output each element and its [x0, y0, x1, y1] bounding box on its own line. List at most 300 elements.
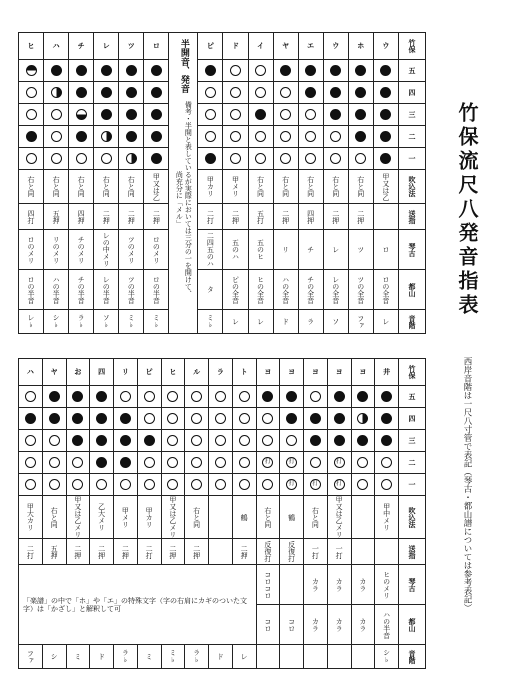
- bottom-head: ト: [232, 359, 256, 386]
- top-left-okuri: 二押: [144, 204, 169, 230]
- top-left-hole: [19, 82, 44, 104]
- top-right-hole: [198, 60, 223, 82]
- bottom-hole: [351, 474, 375, 496]
- bottom-row-label: 一: [399, 474, 426, 496]
- top-left-head: チ: [69, 33, 94, 60]
- bottom-fuki: 鶴: [280, 496, 304, 539]
- top-right-hole: [198, 126, 223, 148]
- bottom-hole: [232, 474, 256, 496]
- finger-hole-icon: [215, 479, 226, 490]
- top-left-hole: [19, 104, 44, 126]
- bottom-hole: [327, 452, 351, 474]
- finger-hole-icon: [230, 65, 241, 76]
- top-left-okuri: 四押: [69, 204, 94, 230]
- finger-hole-icon: [230, 109, 241, 120]
- bottom-head: 四: [90, 359, 114, 386]
- bottom-head: リ: [114, 359, 138, 386]
- top-right-kinko: リ: [273, 230, 298, 270]
- top-right-fuki: 甲カリ: [198, 170, 223, 204]
- bottom-head: ル: [185, 359, 209, 386]
- bottom-kinko: コロコロ: [256, 565, 280, 605]
- footnote: 「楽譜」の中で「ホ」や「エ」の特殊文字（字の右肩にカギのついた文字）は「かざし」と解釈して可: [19, 565, 257, 645]
- finger-hole-icon: [215, 457, 226, 468]
- finger-hole-icon: [239, 435, 250, 446]
- top-left-hole: [69, 148, 94, 170]
- top-row-label: 四: [399, 82, 426, 104]
- bottom-hole: [185, 386, 209, 408]
- finger-hole-icon: [205, 153, 216, 164]
- top-right-tozan: チの全音: [298, 270, 323, 310]
- top-row-label: 吹込法: [399, 170, 426, 204]
- top-left-hole: [69, 104, 94, 126]
- bottom-head: ヨ: [327, 359, 351, 386]
- bottom-fuki: 甲又は乙メリ: [66, 496, 90, 539]
- top-left-hole: [144, 126, 169, 148]
- top-right-kinko: 五のハ: [223, 230, 248, 270]
- top-left-fuki: 右と同: [19, 170, 44, 204]
- finger-hole-icon: [310, 435, 321, 446]
- finger-hole-icon: [51, 131, 62, 142]
- bottom-okuri: 一打: [304, 539, 328, 565]
- top-left-fuki: 右と同: [44, 170, 69, 204]
- top-left-hole: [144, 148, 169, 170]
- finger-hole-icon: [355, 153, 366, 164]
- finger-hole-icon: [286, 391, 297, 402]
- bottom-hole: [256, 430, 280, 452]
- top-left-kinko: ロのメリ: [19, 230, 44, 270]
- top-right-fuki: 右と同: [273, 170, 298, 204]
- top-left-hole: [94, 60, 119, 82]
- bottom-head: お: [66, 359, 90, 386]
- finger-hole-icon: [126, 87, 137, 98]
- finger-hole-icon: [26, 131, 37, 142]
- bottom-okuri: 反復打: [256, 539, 280, 565]
- bottom-hole: [280, 430, 304, 452]
- top-left-fuki: 甲又は乙: [144, 170, 169, 204]
- finger-hole-icon: [239, 391, 250, 402]
- bottom-scale: ミ: [137, 645, 161, 669]
- finger-hole-icon: [334, 413, 345, 424]
- bottom-hole: [137, 408, 161, 430]
- bottom-hole: [19, 474, 43, 496]
- finger-hole-icon: [101, 131, 112, 142]
- top-right-tozan: ヒの全音: [248, 270, 273, 310]
- finger-hole-icon: [357, 435, 368, 446]
- finger-hole-icon: [25, 391, 36, 402]
- bottom-hole: [304, 430, 328, 452]
- bottom-row-label: 琴古: [399, 565, 426, 605]
- bottom-fuki: 甲カリ: [137, 496, 161, 539]
- finger-hole-icon: [25, 479, 36, 490]
- bottom-row-label: 四: [399, 408, 426, 430]
- finger-hole-icon: [215, 435, 226, 446]
- finger-hole-icon: [205, 131, 216, 142]
- top-left-hole: [44, 126, 69, 148]
- page-note: 西岸音階は一尺八寸管で表記（琴古・都山譜については参考表記）: [462, 357, 472, 612]
- bottom-hole: [137, 386, 161, 408]
- top-left-hole: [69, 60, 94, 82]
- bottom-hole: [19, 430, 43, 452]
- finger-hole-icon: [381, 391, 392, 402]
- top-right-hole: [323, 148, 348, 170]
- bottom-scale: [256, 645, 280, 669]
- finger-hole-icon: [357, 413, 368, 424]
- bottom-head: 井: [375, 359, 399, 386]
- bottom-hole: [232, 452, 256, 474]
- bottom-hole: [161, 408, 185, 430]
- bottom-head: ヒ: [161, 359, 185, 386]
- finger-hole-icon: [120, 413, 131, 424]
- finger-hole-icon: [330, 87, 341, 98]
- top-right-head: ウ: [373, 33, 398, 60]
- top-left-hole: [119, 148, 144, 170]
- finger-hole-icon: [230, 153, 241, 164]
- finger-hole-icon: [381, 457, 392, 468]
- top-right-hole: [198, 104, 223, 126]
- top-right-okuri: 二押: [348, 204, 373, 230]
- bottom-hole: [114, 474, 138, 496]
- finger-hole-icon: [191, 391, 202, 402]
- finger-hole-icon: [76, 153, 87, 164]
- bottom-fuki: 鶴: [232, 496, 256, 539]
- finger-hole-icon: [191, 479, 202, 490]
- top-left-hole: [69, 82, 94, 104]
- top-row-label: 二: [399, 126, 426, 148]
- bottom-hole: [185, 408, 209, 430]
- finger-hole-icon: [380, 65, 391, 76]
- finger-hole-icon: [334, 391, 345, 402]
- finger-hole-icon: [380, 153, 391, 164]
- finger-hole-icon: [76, 109, 87, 120]
- finger-hole-icon: 打: [334, 457, 345, 468]
- top-right-hole: [373, 148, 398, 170]
- bottom-hole: [351, 452, 375, 474]
- finger-hole-icon: 打: [286, 457, 297, 468]
- bottom-hole: [66, 430, 90, 452]
- finger-hole-icon: [286, 413, 297, 424]
- finger-hole-icon: [255, 109, 266, 120]
- bottom-okuri: 二押: [232, 539, 256, 565]
- bottom-hole: [161, 430, 185, 452]
- finger-hole-icon: [355, 109, 366, 120]
- bottom-hole: [327, 386, 351, 408]
- top-right-hole: [373, 82, 398, 104]
- bottom-hole: [19, 408, 43, 430]
- finger-hole-icon: [215, 391, 226, 402]
- top-right-hole: [323, 82, 348, 104]
- bottom-tozan: カラ: [304, 605, 328, 645]
- bottom-hole: [256, 386, 280, 408]
- top-right-tozan: タ: [198, 270, 223, 310]
- finger-hole-icon: [381, 479, 392, 490]
- finger-hole-icon: [96, 457, 107, 468]
- finger-hole-icon: [280, 109, 291, 120]
- top-left-okuri: 四打: [19, 204, 44, 230]
- finger-hole-icon: [280, 87, 291, 98]
- bottom-tozan: コロ: [256, 605, 280, 645]
- top-right-okuri: 五打: [248, 204, 273, 230]
- top-right-hole: [348, 82, 373, 104]
- top-left-hole: [94, 126, 119, 148]
- bottom-okuri: 二打: [137, 539, 161, 565]
- finger-hole-icon: [51, 109, 62, 120]
- top-right-hole: [348, 126, 373, 148]
- finger-hole-icon: [151, 65, 162, 76]
- bottom-head: ヨ: [304, 359, 328, 386]
- finger-hole-icon: [144, 391, 155, 402]
- bottom-hole: [161, 386, 185, 408]
- top-right-scale: ラ: [298, 310, 323, 334]
- bottom-hole: [304, 408, 328, 430]
- bottom-okuri: 二打: [19, 539, 43, 565]
- top-right-okuri: [373, 204, 398, 230]
- bottom-scale: ド: [209, 645, 233, 669]
- bottom-tozan: コロ: [280, 605, 304, 645]
- top-left-head: ヒ: [19, 33, 44, 60]
- top-right-hole: [223, 104, 248, 126]
- bottom-scale: [280, 645, 304, 669]
- finger-hole-icon: [355, 65, 366, 76]
- finger-hole-icon: [310, 413, 321, 424]
- bottom-hole: [114, 386, 138, 408]
- top-left-tozan: ハの半音: [44, 270, 69, 310]
- finger-hole-icon: [72, 479, 83, 490]
- top-row-label: 琴古: [399, 230, 426, 270]
- top-right-hole: [373, 60, 398, 82]
- top-right-kinko: 二四五のハ: [198, 230, 223, 270]
- finger-hole-icon: [239, 457, 250, 468]
- top-right-head: ピ: [198, 33, 223, 60]
- top-right-tozan: ツの全音: [348, 270, 373, 310]
- bottom-okuri: [209, 539, 233, 565]
- bottom-hole: [66, 408, 90, 430]
- bottom-fuki: [209, 496, 233, 539]
- bottom-hole: [209, 474, 233, 496]
- bottom-hole: [66, 452, 90, 474]
- top-right-hole: [248, 104, 273, 126]
- finger-hole-icon: [51, 87, 62, 98]
- bottom-fuki: 右と同: [304, 496, 328, 539]
- bottom-hole: [19, 386, 43, 408]
- top-left-head: レ: [94, 33, 119, 60]
- finger-hole-icon: [255, 153, 266, 164]
- finger-hole-icon: [191, 457, 202, 468]
- top-right-fuki: 右と同: [298, 170, 323, 204]
- top-left-okuri: 二押: [94, 204, 119, 230]
- finger-hole-icon: [330, 131, 341, 142]
- top-right-kinko: レ: [323, 230, 348, 270]
- top-right-hole: [248, 148, 273, 170]
- top-left-hole: [44, 148, 69, 170]
- bottom-hole: [185, 474, 209, 496]
- bottom-head: ヤ: [42, 359, 66, 386]
- finger-hole-icon: [49, 435, 60, 446]
- finger-hole-icon: [230, 131, 241, 142]
- finger-hole-icon: [191, 435, 202, 446]
- bottom-hole: [232, 430, 256, 452]
- page-title: 竹保流尺八発音指表: [455, 102, 479, 318]
- finger-hole-icon: [101, 109, 112, 120]
- top-left-scale: レ♭: [19, 310, 44, 334]
- finger-hole-icon: [167, 457, 178, 468]
- top-left-kinko: リのメリ: [44, 230, 69, 270]
- bottom-scale: ミ: [66, 645, 90, 669]
- finger-hole-icon: [26, 109, 37, 120]
- bottom-tozan: カラ: [327, 605, 351, 645]
- bottom-scale: ド: [90, 645, 114, 669]
- finger-hole-icon: [255, 131, 266, 142]
- top-row-label: 一: [399, 148, 426, 170]
- bottom-hole: [42, 408, 66, 430]
- top-left-scale: シ♭: [44, 310, 69, 334]
- bottom-okuri: 二押: [114, 539, 138, 565]
- finger-hole-icon: [26, 65, 37, 76]
- top-right-fuki: 右と同: [323, 170, 348, 204]
- top-right-hole: [298, 60, 323, 82]
- finger-hole-icon: 打: [334, 479, 345, 490]
- top-right-okuri: 二押: [223, 204, 248, 230]
- bottom-scale: [327, 645, 351, 669]
- top-right-hole: [198, 148, 223, 170]
- finger-hole-icon: [76, 65, 87, 76]
- finger-hole-icon: [330, 153, 341, 164]
- finger-hole-icon: [101, 153, 112, 164]
- finger-hole-icon: [96, 391, 107, 402]
- middle-header: 半開音、発音: [178, 39, 189, 93]
- top-right-hole: [248, 60, 273, 82]
- finger-hole-icon: [126, 131, 137, 142]
- bottom-hole: [161, 474, 185, 496]
- finger-hole-icon: [262, 413, 273, 424]
- top-row-label: 音階: [399, 310, 426, 334]
- top-right-head: イ: [248, 33, 273, 60]
- finger-hole-icon: [126, 109, 137, 120]
- finger-hole-icon: [334, 435, 345, 446]
- bottom-hole: [42, 452, 66, 474]
- top-row-label: 送指: [399, 204, 426, 230]
- bottom-fuki: 右と同: [42, 496, 66, 539]
- finger-hole-icon: [120, 391, 131, 402]
- finger-hole-icon: [72, 391, 83, 402]
- bottom-fuki: 甲又は乙メリ: [161, 496, 185, 539]
- bottom-hole: [185, 452, 209, 474]
- top-row-label: 竹保: [399, 33, 426, 60]
- finger-hole-icon: 打: [286, 479, 297, 490]
- top-right-okuri: 二打: [198, 204, 223, 230]
- finger-hole-icon: [126, 153, 137, 164]
- finger-hole-icon: [167, 391, 178, 402]
- finger-hole-icon: [49, 391, 60, 402]
- finger-hole-icon: [25, 435, 36, 446]
- top-right-hole: [273, 148, 298, 170]
- top-right-kinko: ツ: [348, 230, 373, 270]
- top-right-scale: ソ: [323, 310, 348, 334]
- top-right-hole: [273, 126, 298, 148]
- top-right-fuki: 右と同: [248, 170, 273, 204]
- top-left-hole: [44, 60, 69, 82]
- bottom-hole: [19, 452, 43, 474]
- finger-hole-icon: [151, 109, 162, 120]
- top-left-head: ツ: [119, 33, 144, 60]
- finger-hole-icon: [330, 65, 341, 76]
- bottom-scale: シ: [42, 645, 66, 669]
- top-row-label: 三: [399, 104, 426, 126]
- bottom-hole: [114, 408, 138, 430]
- top-right-hole: [323, 60, 348, 82]
- bottom-kinko: ヒのメリ: [375, 565, 399, 605]
- finger-hole-icon: [239, 479, 250, 490]
- top-left-kinko: チのメリ: [69, 230, 94, 270]
- bottom-okuri: [375, 539, 399, 565]
- bottom-head: ヨ: [280, 359, 304, 386]
- top-right-hole: [248, 126, 273, 148]
- bottom-hole: [90, 452, 114, 474]
- top-right-kinko: ロ: [373, 230, 398, 270]
- finger-hole-icon: [96, 479, 107, 490]
- finger-hole-icon: [305, 87, 316, 98]
- finger-hole-icon: [49, 413, 60, 424]
- top-left-tozan: チの半音: [69, 270, 94, 310]
- top-right-hole: [298, 126, 323, 148]
- top-right-scale: レ: [373, 310, 398, 334]
- finger-hole-icon: [120, 479, 131, 490]
- finger-hole-icon: [101, 65, 112, 76]
- bottom-hole: [232, 408, 256, 430]
- finger-hole-icon: [305, 109, 316, 120]
- finger-hole-icon: [167, 413, 178, 424]
- bottom-hole: [327, 430, 351, 452]
- finger-hole-icon: 打: [310, 479, 321, 490]
- bottom-head: ヨ: [351, 359, 375, 386]
- bottom-head: ラ: [209, 359, 233, 386]
- finger-hole-icon: [144, 435, 155, 446]
- bottom-hole: [90, 386, 114, 408]
- finger-hole-icon: [144, 479, 155, 490]
- bottom-head: ハ: [19, 359, 43, 386]
- bottom-hole: [375, 430, 399, 452]
- top-left-kinko: ロのメリ: [144, 230, 169, 270]
- finger-hole-icon: [380, 131, 391, 142]
- top-right-tozan: レの全音: [323, 270, 348, 310]
- top-row-label: 都山: [399, 270, 426, 310]
- finger-hole-icon: [151, 87, 162, 98]
- top-right-kinko: 五のヒ: [248, 230, 273, 270]
- finger-hole-icon: [191, 413, 202, 424]
- top-right-head: ド: [223, 33, 248, 60]
- middle-note: 備考・半開と表しているが実際においては三分の一を開けて、尚充分に「メル」: [175, 101, 193, 297]
- top-left-hole: [19, 126, 44, 148]
- finger-hole-icon: [167, 479, 178, 490]
- top-left-okuri: 二押: [119, 204, 144, 230]
- top-left-hole: [144, 60, 169, 82]
- top-left-hole: [119, 104, 144, 126]
- top-left-tozan: ツの半音: [119, 270, 144, 310]
- finger-hole-icon: [205, 87, 216, 98]
- top-left-hole: [94, 148, 119, 170]
- finger-hole-icon: [72, 435, 83, 446]
- finger-hole-icon: [357, 391, 368, 402]
- finger-hole-icon: [205, 65, 216, 76]
- top-right-hole: [223, 82, 248, 104]
- bottom-hole: [327, 474, 351, 496]
- bottom-scale: ミ♭: [161, 645, 185, 669]
- bottom-kinko: [280, 565, 304, 605]
- finger-hole-icon: [25, 457, 36, 468]
- bottom-hole: [351, 408, 375, 430]
- top-right-tozan: ピの全音: [223, 270, 248, 310]
- bottom-fuki: 甲大カリ: [19, 496, 43, 539]
- top-right-scale: ミ♭: [198, 310, 223, 334]
